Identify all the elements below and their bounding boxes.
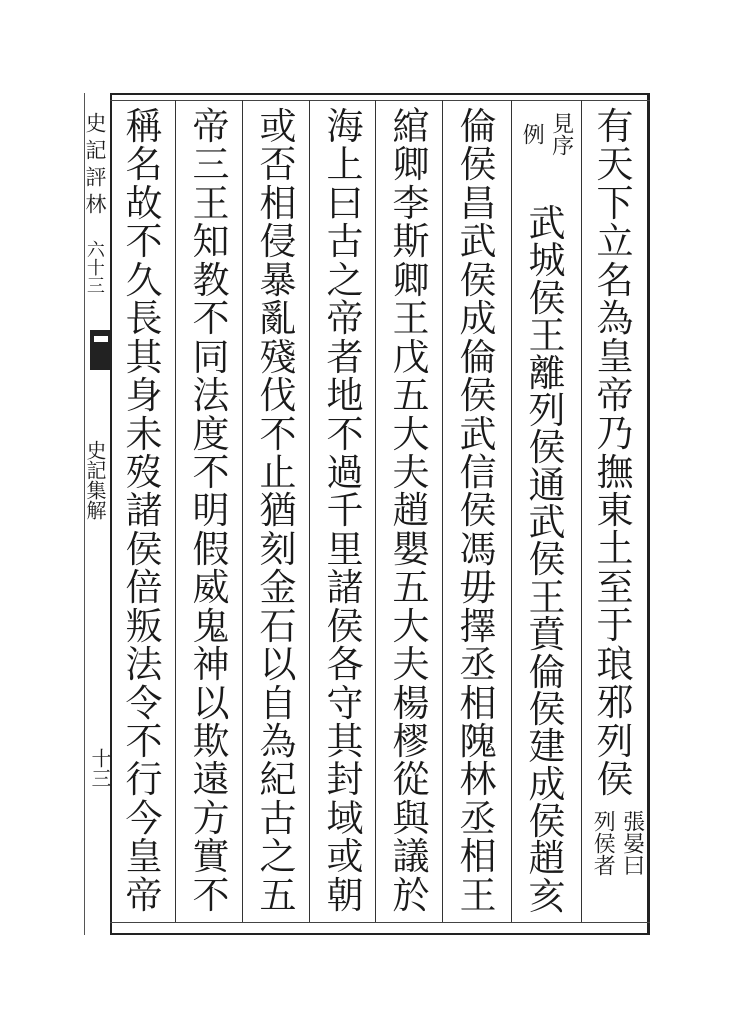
character: 實 bbox=[192, 835, 230, 879]
character: 侯 bbox=[125, 527, 163, 571]
character: 五 bbox=[392, 566, 430, 610]
character: 大 bbox=[392, 412, 430, 456]
character: 海 bbox=[326, 105, 364, 148]
character: 不 bbox=[125, 720, 163, 763]
character: 林 bbox=[459, 758, 497, 802]
character: 里 bbox=[326, 527, 364, 571]
character: 曰 bbox=[326, 181, 364, 225]
text-column-5 bbox=[318, 105, 372, 917]
character: 過 bbox=[326, 450, 364, 494]
text-column-3 bbox=[451, 105, 505, 917]
character: 乃 bbox=[596, 412, 634, 456]
column-divider bbox=[442, 100, 443, 922]
character: 王 bbox=[392, 297, 430, 341]
character: 者 bbox=[326, 335, 364, 379]
character: 刻 bbox=[259, 527, 297, 571]
character: 古 bbox=[259, 796, 297, 840]
character: 明 bbox=[192, 489, 230, 533]
character: 以 bbox=[192, 681, 230, 725]
character: 亥 bbox=[528, 874, 566, 918]
character: 王 bbox=[459, 873, 497, 917]
character: 或 bbox=[326, 835, 364, 879]
character: 諸 bbox=[125, 489, 163, 533]
character: 倫 bbox=[459, 105, 497, 148]
character: 不 bbox=[192, 450, 230, 494]
character: 侯 bbox=[326, 604, 364, 648]
character: 守 bbox=[326, 681, 364, 725]
character: 皇 bbox=[596, 335, 634, 379]
character: 毋 bbox=[459, 566, 497, 610]
character: 成 bbox=[528, 762, 566, 806]
gutter-book-title bbox=[84, 440, 105, 520]
character: 欺 bbox=[192, 720, 230, 763]
character: 夫 bbox=[392, 643, 430, 687]
character: 立 bbox=[596, 220, 634, 264]
annotation-line bbox=[519, 123, 544, 145]
character: 遠 bbox=[192, 758, 230, 802]
annotation-line bbox=[590, 810, 615, 876]
character: 各 bbox=[326, 643, 364, 687]
annotation-line bbox=[619, 810, 644, 876]
character: 帝 bbox=[596, 373, 634, 417]
character: 同 bbox=[192, 335, 230, 379]
character: 古 bbox=[326, 220, 364, 264]
character: 戊 bbox=[392, 335, 430, 379]
character: 從 bbox=[392, 758, 430, 802]
column-divider bbox=[375, 100, 376, 922]
character: 令 bbox=[125, 681, 163, 725]
character: 千 bbox=[326, 489, 364, 533]
character: 朝 bbox=[326, 873, 364, 917]
character: 石 bbox=[259, 604, 297, 648]
character: 通 bbox=[528, 463, 566, 507]
character: 亂 bbox=[259, 297, 297, 341]
character: 王 bbox=[528, 314, 566, 358]
character: 王 bbox=[528, 575, 566, 619]
character: 有 bbox=[596, 105, 634, 148]
annotation-col-1 bbox=[590, 810, 645, 876]
character: 未 bbox=[125, 412, 163, 456]
character: 武 bbox=[528, 202, 566, 245]
character: 不 bbox=[125, 220, 163, 264]
character: 列 bbox=[596, 719, 634, 763]
character: 斯 bbox=[392, 220, 430, 264]
character: 王 bbox=[192, 181, 230, 225]
character: 侯 bbox=[459, 489, 497, 533]
character: 天 bbox=[596, 143, 634, 187]
leaf-number bbox=[86, 748, 115, 793]
character: 昌 bbox=[459, 181, 497, 225]
character: 侯 bbox=[528, 687, 566, 731]
character: 相 bbox=[459, 681, 497, 725]
character: 土 bbox=[596, 527, 634, 571]
character: 離 bbox=[528, 351, 566, 395]
character: 成 bbox=[459, 297, 497, 341]
gutter-title-text: 史記評林 bbox=[83, 112, 108, 220]
character: 威 bbox=[192, 566, 230, 610]
character: 歿 bbox=[125, 450, 163, 494]
character: 度 bbox=[192, 412, 230, 456]
character: 丞 bbox=[459, 796, 497, 840]
character: 其 bbox=[125, 335, 163, 379]
gutter-volume bbox=[84, 240, 103, 294]
character: 議 bbox=[392, 835, 430, 879]
character: 卿 bbox=[392, 258, 430, 302]
gutter-book-title-text: 史記集解 bbox=[83, 440, 107, 520]
character: 皇 bbox=[125, 835, 163, 879]
character: 武 bbox=[459, 412, 497, 456]
character: 行 bbox=[125, 758, 163, 802]
character: 相 bbox=[259, 181, 297, 225]
character: 信 bbox=[459, 450, 497, 494]
character: 武 bbox=[528, 501, 566, 544]
character: 鬼 bbox=[192, 604, 230, 648]
character: 長 bbox=[125, 297, 163, 341]
character: 侯 bbox=[459, 258, 497, 302]
character: 伐 bbox=[259, 374, 297, 418]
character: 五 bbox=[259, 873, 297, 917]
character: 教 bbox=[192, 258, 230, 302]
character: 樛 bbox=[392, 720, 430, 763]
character: 楊 bbox=[392, 681, 430, 725]
character: 不 bbox=[192, 297, 230, 341]
annotation-text: 例 bbox=[519, 123, 545, 145]
character: 趙 bbox=[528, 837, 566, 881]
character: 其 bbox=[326, 720, 364, 763]
text-column-6 bbox=[251, 105, 305, 917]
character: 殘 bbox=[259, 335, 297, 379]
character: 之 bbox=[326, 258, 364, 302]
column-divider bbox=[242, 100, 243, 922]
character: 名 bbox=[596, 258, 634, 302]
character: 城 bbox=[528, 239, 566, 283]
character: 久 bbox=[125, 258, 163, 302]
character: 止 bbox=[259, 450, 297, 494]
character: 神 bbox=[192, 643, 230, 687]
text-column-8 bbox=[117, 105, 171, 917]
character: 帝 bbox=[125, 873, 163, 917]
character: 為 bbox=[259, 720, 297, 763]
character: 知 bbox=[192, 220, 230, 264]
character: 擇 bbox=[459, 604, 497, 648]
annotation-text: 見序 bbox=[548, 112, 574, 156]
character: 邪 bbox=[596, 681, 634, 725]
character: 琅 bbox=[596, 642, 634, 686]
character: 三 bbox=[192, 143, 230, 187]
character: 不 bbox=[326, 412, 364, 456]
character: 上 bbox=[326, 143, 364, 187]
text-column-1 bbox=[588, 105, 642, 801]
annotation-text: 列侯者 bbox=[590, 810, 616, 876]
character: 侯 bbox=[528, 426, 566, 470]
fishtail-mark-inner bbox=[94, 336, 108, 342]
character: 趙 bbox=[392, 489, 430, 533]
character: 故 bbox=[125, 181, 163, 225]
gutter-title-top bbox=[84, 112, 106, 220]
character: 不 bbox=[192, 873, 230, 917]
character: 封 bbox=[326, 758, 364, 802]
character: 帝 bbox=[192, 105, 230, 148]
column-divider bbox=[581, 100, 582, 922]
character: 卿 bbox=[392, 143, 430, 187]
character: 嬰 bbox=[392, 527, 430, 571]
character: 賁 bbox=[528, 613, 566, 657]
character: 倍 bbox=[125, 566, 163, 610]
character: 叛 bbox=[125, 604, 163, 648]
annotation-text: 張晏曰 bbox=[619, 810, 645, 876]
column-divider bbox=[309, 100, 310, 922]
annotation-col-2 bbox=[519, 112, 574, 156]
character: 今 bbox=[125, 796, 163, 840]
character: 或 bbox=[259, 105, 297, 148]
character: 假 bbox=[192, 527, 230, 571]
character: 倫 bbox=[528, 650, 566, 694]
character: 稱 bbox=[125, 105, 163, 148]
character: 倫 bbox=[459, 335, 497, 379]
character: 夫 bbox=[392, 450, 430, 494]
annotation-line bbox=[548, 112, 573, 156]
character: 綰 bbox=[392, 105, 430, 148]
character: 東 bbox=[596, 489, 634, 533]
character: 李 bbox=[392, 181, 430, 225]
character: 否 bbox=[259, 143, 297, 187]
character: 侯 bbox=[459, 374, 497, 418]
character: 紀 bbox=[259, 758, 297, 802]
text-column-4 bbox=[384, 105, 438, 917]
character: 名 bbox=[125, 143, 163, 187]
column-divider bbox=[511, 100, 512, 922]
character: 於 bbox=[392, 873, 430, 917]
character: 域 bbox=[326, 796, 364, 840]
character: 至 bbox=[596, 565, 634, 609]
character: 法 bbox=[192, 374, 230, 418]
character: 侯 bbox=[528, 538, 566, 582]
character: 暴 bbox=[259, 258, 297, 302]
character: 不 bbox=[259, 412, 297, 456]
character: 方 bbox=[192, 796, 230, 840]
character: 撫 bbox=[596, 450, 634, 494]
leaf-number-text: 十三 bbox=[88, 748, 112, 788]
character: 侵 bbox=[259, 220, 297, 264]
character: 于 bbox=[596, 604, 634, 648]
character: 與 bbox=[392, 796, 430, 840]
character: 諸 bbox=[326, 566, 364, 610]
character: 侯 bbox=[528, 276, 566, 320]
character: 丞 bbox=[459, 643, 497, 687]
frame-top-rule bbox=[110, 100, 650, 101]
character: 下 bbox=[596, 181, 634, 225]
character: 侯 bbox=[596, 757, 634, 801]
character: 侯 bbox=[459, 143, 497, 187]
gutter-volume-text: 六十三 bbox=[83, 240, 105, 294]
character: 以 bbox=[259, 643, 297, 687]
character: 五 bbox=[392, 374, 430, 418]
character: 為 bbox=[596, 297, 634, 341]
character: 馮 bbox=[459, 527, 497, 571]
character: 武 bbox=[459, 220, 497, 264]
character: 金 bbox=[259, 566, 297, 610]
character: 之 bbox=[259, 835, 297, 879]
character: 身 bbox=[125, 374, 163, 418]
column-divider bbox=[175, 100, 176, 922]
text-column-7 bbox=[184, 105, 238, 917]
character: 建 bbox=[528, 725, 566, 769]
text-column-2 bbox=[520, 202, 574, 918]
character: 相 bbox=[459, 835, 497, 879]
character: 隗 bbox=[459, 720, 497, 763]
character: 自 bbox=[259, 681, 297, 725]
frame-bottom-rule bbox=[110, 922, 650, 923]
character: 侯 bbox=[528, 800, 566, 843]
character: 猶 bbox=[259, 489, 297, 533]
character: 地 bbox=[326, 374, 364, 418]
character: 法 bbox=[125, 643, 163, 687]
character: 帝 bbox=[326, 297, 364, 341]
character: 大 bbox=[392, 604, 430, 648]
character: 列 bbox=[528, 388, 566, 432]
